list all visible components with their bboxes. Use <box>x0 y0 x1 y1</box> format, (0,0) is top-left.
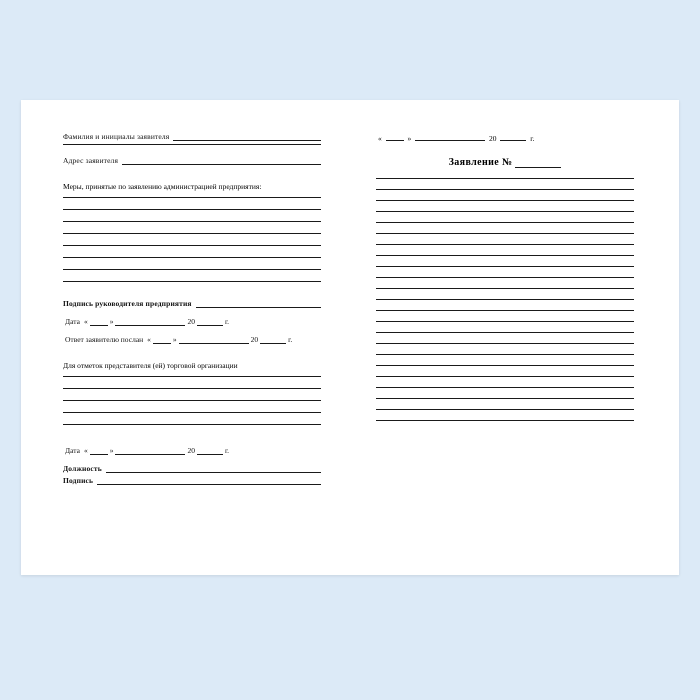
applicant-name-label: Фамилия и инициалы заявителя <box>63 132 170 141</box>
statement-title-text: Заявление № <box>448 157 513 168</box>
quote-open: « <box>378 134 382 143</box>
statement-line[interactable] <box>376 332 634 333</box>
measures-date-year-input[interactable] <box>197 317 223 326</box>
statement-number-input[interactable] <box>515 157 561 168</box>
spacer <box>63 168 321 182</box>
statement-line[interactable] <box>376 365 634 366</box>
answer-sent-month-input[interactable] <box>179 335 249 344</box>
statement-line[interactable] <box>376 255 634 256</box>
statement-line[interactable] <box>376 343 634 344</box>
statement-line[interactable] <box>376 233 634 234</box>
answer-sent-label: Ответ заявителю послан <box>65 335 144 344</box>
statement-title <box>376 157 634 168</box>
measures-date-day-input[interactable] <box>90 317 108 326</box>
signature-field[interactable] <box>63 476 321 485</box>
marks-date-year-input[interactable] <box>197 446 223 455</box>
applicant-name-continuation-line[interactable] <box>63 144 321 145</box>
signature-label: Подпись <box>63 476 94 485</box>
position-field[interactable] <box>63 464 321 473</box>
measures-date-field[interactable] <box>63 317 321 326</box>
marks-date-month-input[interactable] <box>115 446 185 455</box>
statement-line[interactable] <box>376 398 634 399</box>
statement-line[interactable] <box>376 211 634 212</box>
form-page <box>21 100 679 575</box>
marks-line[interactable] <box>63 400 321 401</box>
marks-line[interactable] <box>63 388 321 389</box>
statement-date-day-input[interactable] <box>386 132 404 141</box>
quote-close: » <box>407 134 412 143</box>
statement-line[interactable] <box>376 178 634 179</box>
statement-line[interactable] <box>376 409 634 410</box>
measures-line[interactable] <box>63 233 321 234</box>
statement-date-field[interactable] <box>376 132 634 143</box>
director-signature-label: Подпись руководителя предприятия <box>63 299 192 308</box>
year-prefix: 20 <box>250 335 259 344</box>
year-prefix: 20 <box>187 446 195 455</box>
statement-line[interactable] <box>376 277 634 278</box>
measures-line[interactable] <box>63 197 321 198</box>
year-suffix: г. <box>224 446 230 455</box>
marks-date-field[interactable] <box>63 446 321 455</box>
marks-date-label: Дата <box>65 446 80 455</box>
statement-line[interactable] <box>376 310 634 311</box>
left-page-column <box>63 132 321 488</box>
position-label: Должность <box>63 464 102 473</box>
statement-line[interactable] <box>376 376 634 377</box>
statement-date-month-input[interactable] <box>415 132 485 141</box>
year-prefix: 20 <box>489 134 497 143</box>
applicant-name-input[interactable] <box>173 132 321 141</box>
document-paper <box>21 100 679 575</box>
marks-title: Для отметок представителя (ей) торговой организации <box>63 361 238 370</box>
quote-close: » <box>109 317 114 326</box>
applicant-address-label: Адрес заявителя <box>63 156 119 165</box>
measures-line[interactable] <box>63 269 321 270</box>
measures-date-month-input[interactable] <box>115 317 185 326</box>
answer-sent-year-input[interactable] <box>260 335 286 344</box>
position-input[interactable] <box>106 464 321 473</box>
year-suffix: г. <box>224 317 230 326</box>
quote-open: « <box>83 317 88 326</box>
statement-line[interactable] <box>376 420 634 421</box>
measures-line[interactable] <box>63 209 321 210</box>
year-suffix: г. <box>530 134 535 143</box>
statement-line[interactable] <box>376 244 634 245</box>
applicant-address-input[interactable] <box>122 156 321 165</box>
year-prefix: 20 <box>187 317 195 326</box>
statement-line[interactable] <box>376 299 634 300</box>
applicant-name-field[interactable] <box>63 132 321 141</box>
answer-sent-day-input[interactable] <box>153 335 171 344</box>
statement-line[interactable] <box>376 321 634 322</box>
spacer <box>63 347 321 361</box>
measures-line[interactable] <box>63 221 321 222</box>
director-signature-field[interactable] <box>63 299 321 308</box>
statement-line[interactable] <box>376 354 634 355</box>
statement-line[interactable] <box>376 200 634 201</box>
marks-line[interactable] <box>63 376 321 377</box>
applicant-address-field[interactable] <box>63 156 321 165</box>
spacer <box>63 436 321 446</box>
answer-sent-field[interactable] <box>63 335 321 344</box>
signature-input[interactable] <box>97 476 321 485</box>
quote-open: « <box>83 446 88 455</box>
measures-line[interactable] <box>63 281 321 282</box>
statement-line[interactable] <box>376 387 634 388</box>
quote-close: » <box>172 335 177 344</box>
measures-line[interactable] <box>63 257 321 258</box>
quote-open: « <box>147 335 151 344</box>
quote-close: » <box>109 446 114 455</box>
statement-line[interactable] <box>376 222 634 223</box>
measures-date-label: Дата <box>65 317 80 326</box>
right-page-column <box>376 132 634 431</box>
statement-line[interactable] <box>376 189 634 190</box>
marks-line[interactable] <box>63 424 321 425</box>
marks-line[interactable] <box>63 412 321 413</box>
marks-date-day-input[interactable] <box>90 446 108 455</box>
measures-title: Меры, принятые по заявлению администрацией предприятия: <box>63 182 262 191</box>
statement-line[interactable] <box>376 288 634 289</box>
statement-date-year-input[interactable] <box>500 132 526 141</box>
director-signature-input[interactable] <box>196 299 321 308</box>
year-suffix: г. <box>288 335 293 344</box>
statement-line[interactable] <box>376 266 634 267</box>
measures-line[interactable] <box>63 245 321 246</box>
